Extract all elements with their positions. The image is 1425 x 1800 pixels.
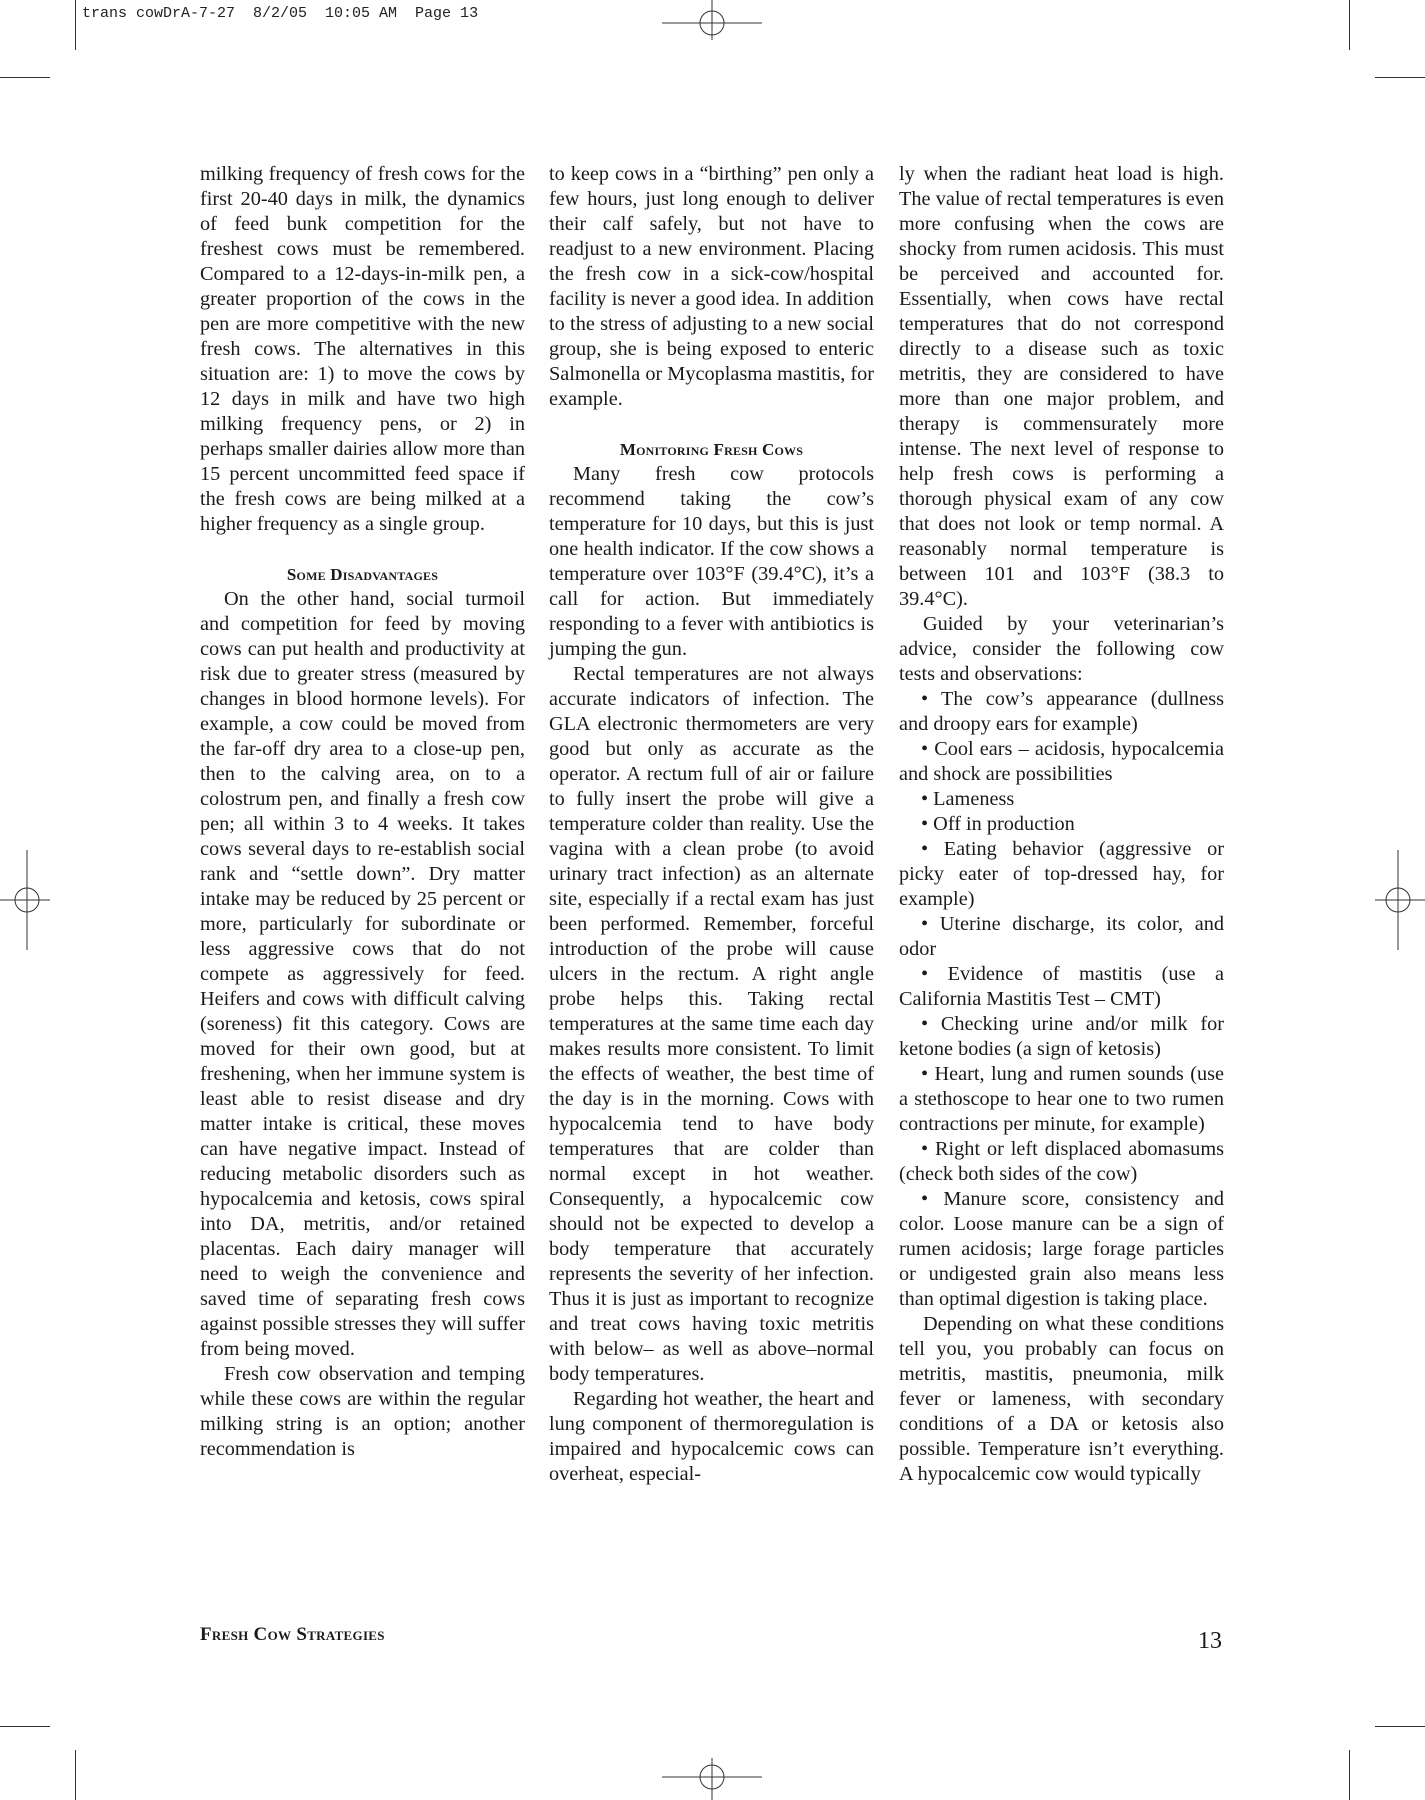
list-item: • Cool ears – acidosis, hypocalcemia and shock are possibilities <box>899 738 1224 785</box>
paragraph: Depending on what these conditions tell you, you probably can focus on metritis, mastitis, pneumonia, milk fever or lameness, with secondary conditions of a DA or ketosis also possible. Temperature isn’t everything. A hypocalcemic cow would typically <box>899 1313 1224 1485</box>
paragraph: On the other hand, social turmoil and competition for feed by moving cows can put health and productivity at risk due to greater stress (measured by changes in blood hormone levels). For example, a cow could be moved from the far-off dry area to a close-up pen, then to the calving area, on to a colostrum pen, and finally a fresh cow pen; all within 3 to 4 weeks. It takes cows several days to re-establish social rank and “settle down”. Dry matter intake may be reduced by 25 percent or more, particularly for subordinate or less aggressive cows that do not compete as aggressively for feed. Heifers and cows with difficult calving (soreness) fit this category. Cows are moved for their own good, but at freshening, when her immune system is least able to resist disease and dry matter intake is critical, these moves can have negative impact. Instead of reducing metabolic disorders such as hypocalcemia and ketosis, cows spiral into DA, metritis, and/or retained placentas. Each dairy manager will need to weigh the convenience and saved time of separating fresh cows against possible stresses they will suffer from being moved. <box>200 588 525 1360</box>
section-heading-some-disadvantages: Some Disadvantages <box>286 565 439 584</box>
list-item: • Right or left displaced abomasums (check both sides of the cow) <box>899 1138 1224 1185</box>
list-item: • Eating behavior (aggressive or picky eater of top-dressed hay, for example) <box>899 838 1224 910</box>
list-item: • Lameness <box>921 788 1015 810</box>
paragraph: ly when the radiant heat load is high. The value of rectal temperatures is even more confusing when the cows are shocky from rumen acidosis. This must be perceived and accounted for. Essentially, when cows have rectal temperatures that do not correspond directly to a disease such as toxic metritis, they are considered to have more than one major problem, and therapy is commensurately more intense. The next level of response to help fresh cows is performing a thorough physical exam of any cow that does not look or temp normal. A reasonably normal temperature is between 101 and 103°F (38.3 to 39.4°C). <box>899 163 1224 610</box>
section-heading-monitoring-fresh-cows: Monitoring Fresh Cows <box>619 440 804 459</box>
registration-mark-left <box>0 848 52 952</box>
registration-mark-right <box>1373 848 1425 952</box>
paragraph: Guided by your veterinarian’s advice, consider the following cow tests and observations: <box>899 613 1224 685</box>
list-item: • Evidence of mastitis (use a California Mastitis Test – CMT) <box>899 963 1224 1010</box>
list-item: • The cow’s appearance (dullness and droopy ears for example) <box>899 688 1224 735</box>
paragraph: milking frequency of fresh cows for the first 20-40 days in milk, the dynamics of feed bunk competition for the freshest cows must be remembered. Compared to a 12-days-in-milk pen, a greater proportion of the cows in the pen are more competitive with the new fresh cows. The alternatives in this situation are: 1) to move the cows by 12 days in milk and have two high milking frequency pens, or 2) in perhaps smaller dairies allow more than 15 percent uncommitted feed space if the fresh cows are being milked at a higher frequency as a single group. <box>200 163 525 535</box>
paragraph: Regarding hot weather, the heart and lung component of thermoregulation is impaired and hypocalcemic cows can overheat, especial- <box>549 1388 874 1485</box>
list-item: • Manure score, consistency and color. Loose manure can be a sign of rumen acidosis; large forage particles or undigested grain also means less than optimal digestion is taking place. <box>899 1188 1224 1310</box>
paragraph: Many fresh cow protocols recommend taking the cow’s temperature for 10 days, but this is just one health indicator. If the cow shows a temperature over 103°F (39.4°C), it’s a call for action. But immediately responding to a fever with antibiotics is jumping the gun. <box>549 463 874 660</box>
registration-mark-top <box>660 0 764 42</box>
registration-mark-bottom <box>660 1756 764 1800</box>
running-footer-title: Fresh Cow Strategies <box>200 1624 385 1645</box>
page-number: 13 <box>1198 1628 1222 1654</box>
list-item: • Heart, lung and rumen sounds (use a stethoscope to hear one to two rumen contractions per minute, for example) <box>899 1063 1224 1135</box>
paragraph: to keep cows in a “birthing” pen only a few hours, just long enough to deliver their calf safely, but not have to readjust to a new environment. Placing the fresh cow in a sick-cow/hospital facility is never a good idea. In addition to the stress of adjusting to a new social group, she is being exposed to enteric Salmonella or Mycoplasma mastitis, for example. <box>549 163 875 410</box>
text-column-3 <box>899 162 1224 1487</box>
list-item: • Off in production <box>921 813 1075 835</box>
paragraph: Rectal temperatures are not always accurate indicators of infection. The GLA electronic thermometers are very good but only as accurate as the operator. A rectum full of air or failure to fully insert the probe will give a temperature colder than reality. Use the vagina with a clean probe (to avoid urinary tract infection) as an alternate site, especially if a rectal exam has just been performed. Remember, forceful introduction of the probe will cause ulcers in the rectum. A right angle probe helps this. Taking rectal temperatures at the same time each day makes results more consistent. To limit the effects of weather, the best time of the day is in the morning. Cows with hypocalcemia tend to have body temperatures that are colder than normal except in hot weather. Consequently, a hypocalcemic cow should not be expected to develop a body temperature that accurately represents the severity of her infection. Thus it is just as important to recognize and treat cows having toxic metritis with below– as well as above–normal body temperatures. <box>549 663 874 1385</box>
list-item: • Uterine discharge, its color, and odor <box>899 913 1224 960</box>
paragraph: Fresh cow observation and temping while these cows are within the regular milking string is an option; another recommendation is <box>200 1363 525 1460</box>
text-column-2 <box>549 162 874 1487</box>
printer-slug: trans cowDrA-7-27 8/2/05 10:05 AM Page 13 <box>82 5 479 22</box>
list-item: • Checking urine and/or milk for ketone bodies (a sign of ketosis) <box>899 1013 1224 1060</box>
observation-list <box>899 687 1224 1312</box>
text-column-1 <box>200 162 525 1462</box>
